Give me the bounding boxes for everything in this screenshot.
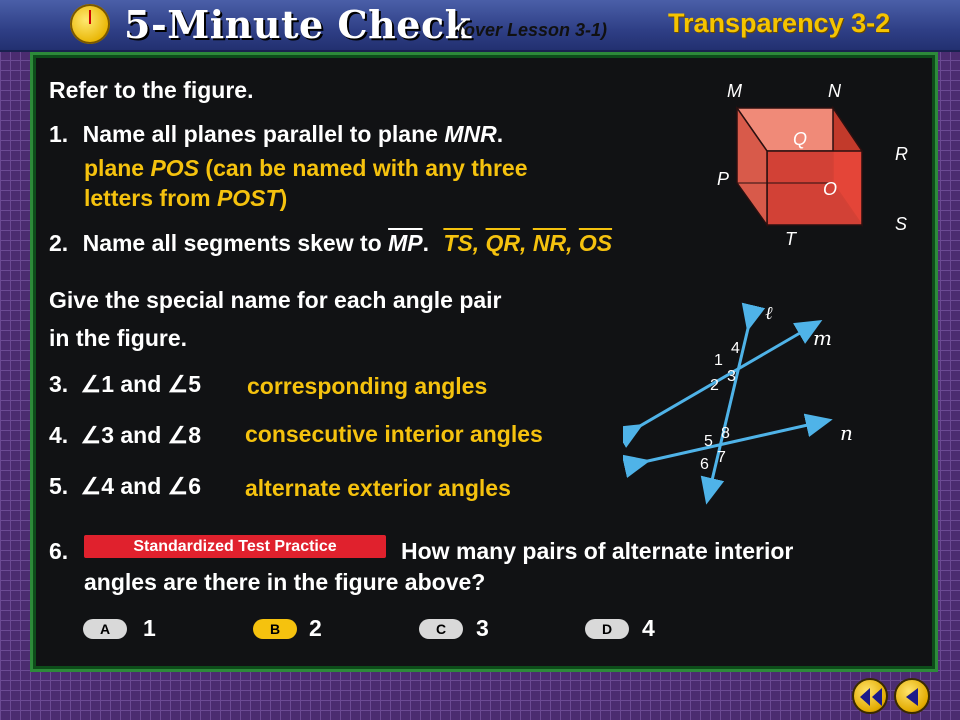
q4-prompt: [49, 422, 201, 449]
q3-number: 3.: [49, 371, 69, 397]
q3-text: ∠1 and ∠5: [80, 371, 202, 397]
line-l: [709, 320, 750, 493]
q3-prompt: [49, 371, 201, 398]
clock-icon: [70, 4, 110, 44]
back-to-start-button[interactable]: [852, 678, 888, 714]
q6-number: 6.: [49, 538, 69, 564]
choice-d-pill[interactable]: D: [585, 619, 629, 639]
prism-figure: [705, 75, 933, 275]
page-title: 5-Minute Check: [124, 2, 472, 47]
angles-intro-line2: in the figure.: [49, 325, 187, 351]
line-n: [639, 422, 821, 463]
q4-text: ∠3 and ∠8: [80, 422, 202, 448]
lesson-subtitle: (over Lesson 3-1): [458, 20, 608, 40]
q1-ans-post: POST: [216, 185, 280, 211]
choice-a-pill[interactable]: A: [83, 619, 127, 639]
q1-answer-line1: [84, 155, 528, 182]
label-line-m: m: [813, 326, 832, 350]
angle-7: 7: [717, 449, 726, 466]
q2-answer-nr: $\overline{NR}$: [532, 230, 567, 256]
q6-line1: How many pairs of alternate interior: [401, 538, 794, 564]
q5-prompt: [49, 473, 201, 500]
q1-answer-line2: [84, 185, 287, 212]
angle-8: 8: [721, 425, 730, 442]
intro-text: Refer to the figure.: [49, 77, 254, 103]
q1-ans-c: (can be named with any three: [199, 155, 528, 181]
q4-number: 4.: [49, 422, 69, 448]
q1-number: 1.: [49, 121, 69, 147]
previous-button[interactable]: [894, 678, 930, 714]
q2-number: 2.: [49, 230, 69, 256]
prism-front-face: [767, 151, 862, 225]
q2-text: Name all segments skew to: [82, 230, 389, 256]
angle-6: 6: [700, 456, 709, 473]
angles-intro-line1: Give the special name for each angle pair: [49, 287, 502, 313]
label-r: R: [895, 144, 908, 164]
q1-text: Name all planes parallel to plane: [82, 121, 445, 147]
q1-ans-d: letters from: [84, 185, 217, 211]
q4-answer: consecutive interior angles: [245, 421, 543, 447]
q5-number: 5.: [49, 473, 69, 499]
label-line-l: ℓ: [765, 303, 773, 324]
q5-text: ∠4 and ∠6: [80, 473, 202, 499]
angle-4: 4: [731, 340, 740, 357]
q6-line2: angles are there in the figure above?: [84, 569, 486, 595]
q2-segment: $\overline{MP}$: [388, 230, 423, 256]
header-bar: [0, 0, 960, 52]
rewind-icon: [858, 686, 884, 708]
choice-c-pill[interactable]: C: [419, 619, 463, 639]
label-s: S: [895, 214, 908, 234]
q2-prompt: [49, 230, 612, 257]
label-q: Q: [793, 129, 808, 149]
q1-prompt: [49, 121, 503, 148]
angle-2: 2: [710, 377, 719, 394]
label-o: O: [823, 179, 838, 199]
standardized-test-practice-badge: Standardized Test Practice: [84, 535, 386, 558]
q2-period: .: [422, 230, 429, 256]
choice-c-value: 3: [476, 615, 489, 641]
choice-b-value: 2: [309, 615, 322, 641]
label-n: N: [828, 81, 841, 101]
q1-ans-plane: POS: [150, 155, 200, 181]
q2-answer-os: $\overline{OS}$: [578, 230, 613, 256]
q1-ans-a: plane: [84, 155, 151, 181]
label-line-n: n: [840, 421, 853, 445]
angle-1: 1: [714, 352, 723, 369]
label-p: P: [717, 169, 730, 189]
chalkboard-panel: [30, 52, 938, 672]
q1-period: .: [496, 121, 504, 147]
transparency-label: Transparency 3-2: [668, 8, 891, 38]
label-t: T: [785, 229, 796, 249]
q1-ans-e: ): [279, 185, 288, 211]
angle-3: 3: [727, 368, 736, 385]
q1-plane: MNR: [444, 121, 497, 147]
transversal-figure: [623, 295, 883, 505]
q5-answer: alternate exterior angles: [245, 475, 511, 501]
choice-a-value: 1: [143, 615, 156, 641]
line-m: [633, 326, 812, 430]
q2-answer-qr: $\overline{QR}$: [485, 230, 521, 256]
q2-answer-ts: $\overline{TS}$: [443, 230, 473, 256]
q3-answer: corresponding angles: [247, 373, 488, 399]
choice-d-value: 4: [642, 615, 655, 641]
choice-b-pill[interactable]: B: [253, 619, 297, 639]
q2-answers: $\overline{TS}$, $\overline{QR}$, $\overline{NR}$, $\overline{OS}$: [443, 230, 613, 256]
back-arrow-icon: [900, 686, 926, 708]
label-m: M: [727, 81, 742, 101]
angle-5: 5: [704, 433, 713, 450]
